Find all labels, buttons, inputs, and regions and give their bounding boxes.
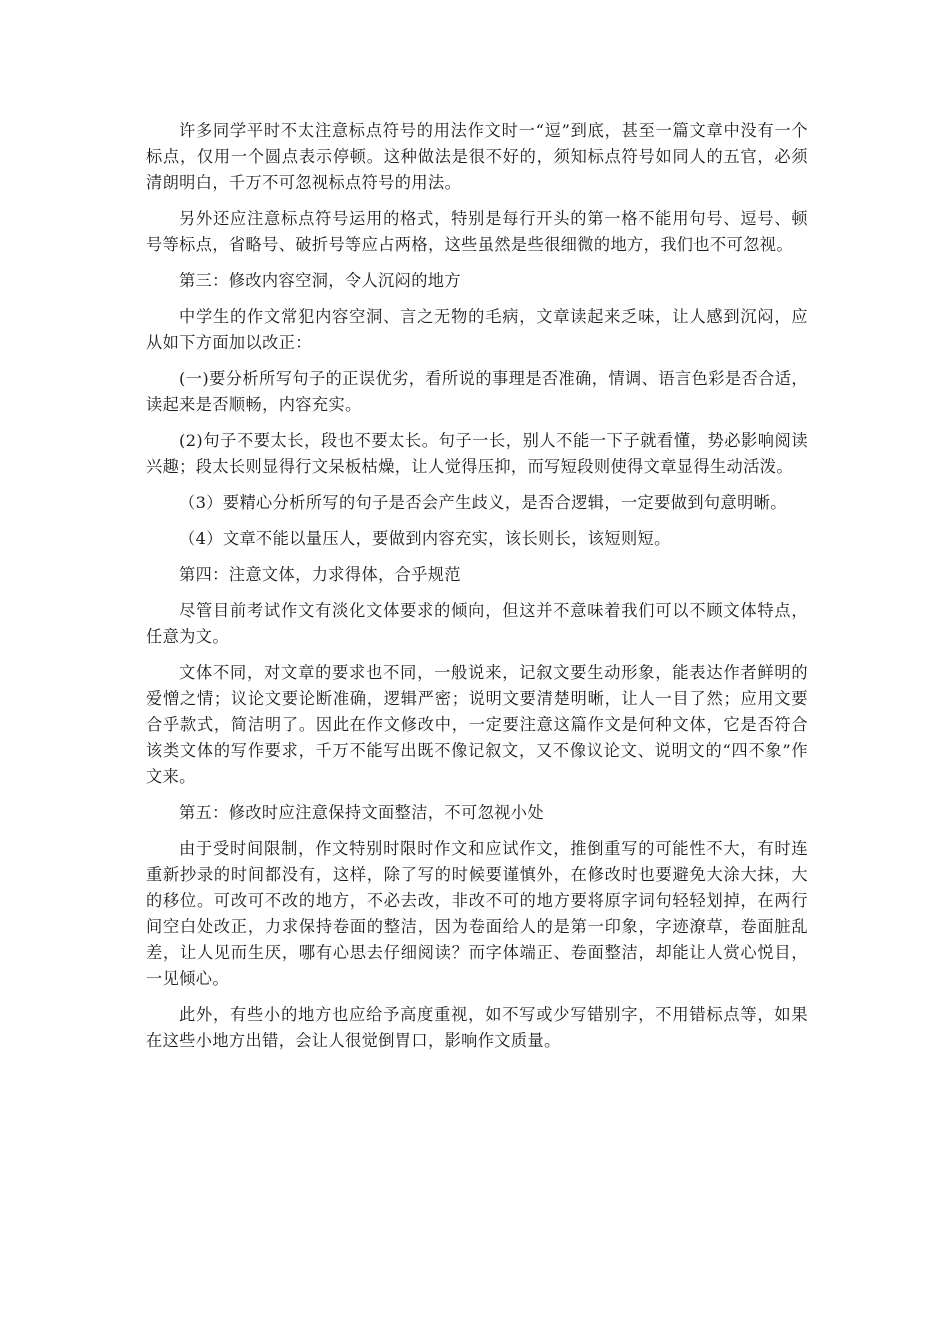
section-heading-three: 第三：修改内容空洞，令人沉闷的地方 bbox=[179, 271, 461, 290]
paragraph-genre-trend: 尽管目前考试作文有淡化文体要求的倾向，但这并不意味着我们可以不顾文体特点，任意为文。 bbox=[146, 601, 808, 646]
paragraph-content-issue: 中学生的作文常犯内容空洞、言之无物的毛病，文章读起来乏味，让人感到沉闷，应从如下方面加以改正： bbox=[146, 307, 808, 352]
paragraph-punctuation-usage: 许多同学平时不太注意标点符号的用法作文时一“逗”到底，甚至一篇文章中没有一个标点，仅用一个圆点表示停顿。这种做法是很不好的，须知标点符号如同人的五官，必须清朗明白，千万不可忽视标点符号的用法。 bbox=[146, 121, 808, 192]
document-body bbox=[146, 118, 808, 1064]
section-heading-four: 第四：注意文体，力求得体，合乎规范 bbox=[179, 565, 461, 584]
paragraph-genre-requirements: 文体不同，对文章的要求也不同，一般说来，记叙文要生动形象，能表达作者鲜明的爱憎之情；议论文要论断准确，逻辑严密；说明文要清楚明晰，让人一目了然；应用文要合乎款式，简洁明了。因此在作文修改中，一定要注意这篇作文是何种文体，它是否符合该类文体的写作要求，千万不能写出既不像记叙文，又不像议论文、说明文的“四不象”作文来。 bbox=[146, 663, 808, 786]
list-item-two: (2)句子不要太长，段也不要太长。句子一长，别人不能一下子就看懂，势必影响阅读兴趣；段太长则显得行文呆板枯燥，让人觉得压抑，而写短段则使得文章显得生动活泼。 bbox=[146, 431, 808, 476]
list-item-one: (一)要分析所写句子的正误优劣，看所说的事理是否准确，情调、语言色彩是否合适，读起来是否顺畅，内容充实。 bbox=[146, 369, 808, 414]
paragraph-neatness: 由于受时间限制，作文特别时限时作文和应试作文，推倒重写的可能性不大，有时连重新抄录的时间都没有，这样，除了写的时候要谨慎外，在修改时也要避免大涂大抹，大的移位。可改可不改的地方，不必去改，非改不可的地方要将原字词句轻轻划掉，在两行间空白处改正，力求保持卷面的整洁，因为卷面给人的是第一印象，字迹潦草，卷面脏乱差，让人见而生厌，哪有心思去仔细阅读？而字体端正、卷面整洁，却能让人赏心悦目，一见倾心。 bbox=[146, 839, 808, 988]
paragraph-punctuation-format: 另外还应注意标点符号运用的格式，特别是每行开头的第一格不能用句号、逗号、顿号等标点，省略号、破折号等应占两格，这些虽然是些很细微的地方，我们也不可忽视。 bbox=[146, 209, 808, 254]
list-item-four: （4）文章不能以量压人，要做到内容充实，该长则长，该短则短。 bbox=[179, 529, 671, 548]
list-item-three: （3）要精心分析所写的句子是否会产生歧义，是否合逻辑，一定要做到句意明晰。 bbox=[179, 493, 787, 512]
section-heading-five: 第五：修改时应注意保持文面整洁，不可忽视小处 bbox=[179, 803, 544, 822]
paragraph-small-details: 此外，有些小的地方也应给予高度重视，如不写或少写错别字，不用错标点等，如果在这些小地方出错，会让人很觉倒胃口，影响作文质量。 bbox=[146, 1005, 808, 1050]
